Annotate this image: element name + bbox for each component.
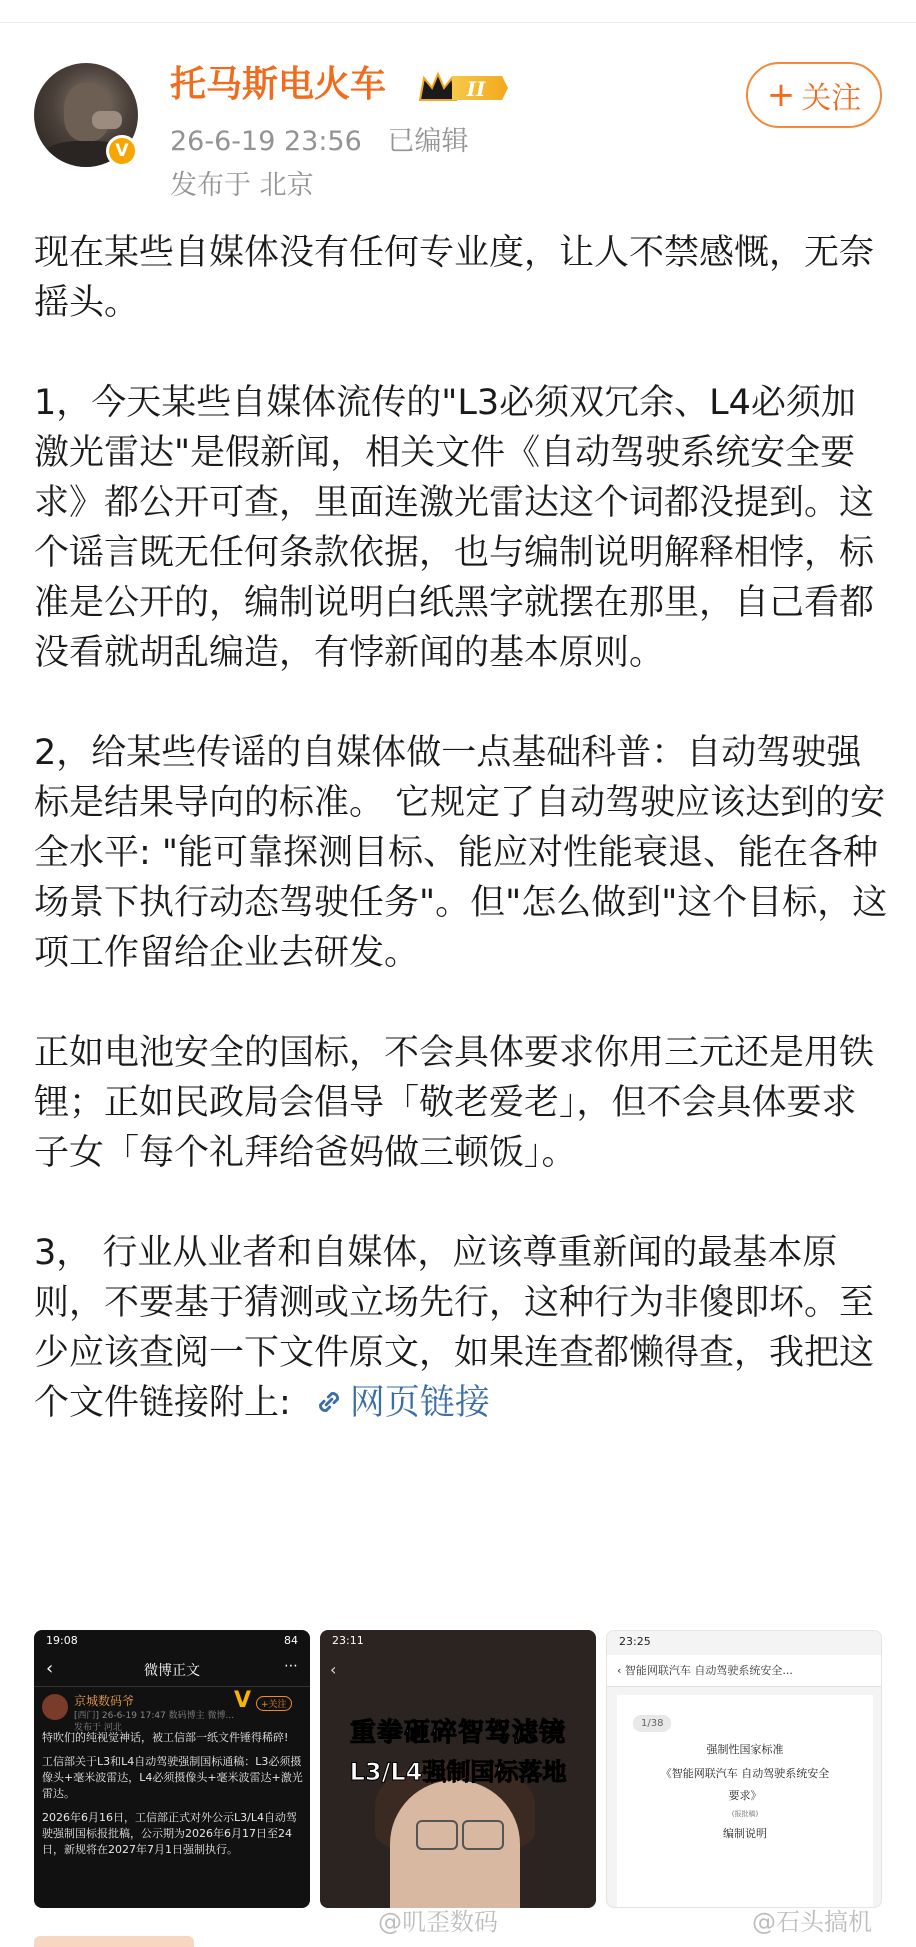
verified-icon: V <box>106 135 138 167</box>
doc-line: 编制说明 <box>723 1827 767 1840</box>
bottom-toolbar-hint <box>34 1936 194 1947</box>
status-time: 23:11 <box>332 1634 364 1647</box>
image-thumbnail-1[interactable] <box>34 1630 310 1908</box>
nav-title: 微博正文 <box>144 1663 200 1679</box>
top-divider <box>0 22 916 23</box>
avatar <box>42 1694 68 1720</box>
post-paragraph-last <box>34 1228 890 1428</box>
web-link-label: 网页链接 <box>349 1383 490 1423</box>
v-badge-icon: V <box>234 1688 252 1713</box>
post-paragraph-text: 3， 行业从业者和自媒体，应该尊重新闻的最基本原则，不要基于猜测或立场先行，这种行为非傻即坏。至少应该查阅一下文件原文，如果连查都懒得查，我把这个文件链接附上: <box>34 1233 875 1423</box>
post-paragraph: 正如电池安全的国标，不会具体要求你用三元还是用铁锂；正如民政局会倡导「敬老爱老」，但不会具体要求子女「每个礼拜给爸妈做三顿饭」。 <box>34 1033 875 1173</box>
post-location: 发布于 北京 <box>170 170 314 201</box>
back-arrow-icon: ‹ <box>46 1658 54 1679</box>
paragraph-gap <box>34 978 890 1028</box>
vip-crown-level-icon[interactable] <box>418 70 510 106</box>
username[interactable]: 托马斯电火车 <box>170 64 387 105</box>
post-text <box>42 1730 304 1866</box>
image-thumbnail-2[interactable] <box>320 1630 596 1908</box>
post-author: 京城数码爷 <box>74 1694 135 1708</box>
page-indicator: 1/38 <box>633 1715 671 1732</box>
document-page <box>617 1695 873 1908</box>
follow-button[interactable] <box>746 62 882 128</box>
nav-title: 智能网联汽车 自动驾驶系统安全... <box>624 1664 793 1677</box>
watermark: @叽歪数码 <box>378 1908 498 1936</box>
link-icon <box>312 1385 346 1419</box>
battery-level: 84 <box>284 1634 298 1647</box>
post-paragraph: 2，给某些传谣的自媒体做一点基础科普：自动驾驶强标是结果导向的标准。 它规定了自动驾驶应该达到的安全水平: "能可靠探测目标、能应对性能衰退、能在各种场景下执行动态驾驶任务"。但"怎么做到"这个目标，这项工作留给企业去研发。 <box>34 733 888 973</box>
doc-line: (报批稿) <box>731 1810 759 1818</box>
edited-label[interactable]: 已编辑 <box>387 126 469 157</box>
nav-bar <box>34 1652 310 1687</box>
plus-icon: + <box>766 75 796 115</box>
post-paragraph: 1，今天某些自媒体流传的"L3必须双冗余、L4必须加激光雷达"是假新闻，相关文件《自动驾驶系统安全要求》都公开可查，里面连激光雷达这个词都没提到。这个谣言既无任何条款依据，也与编制说明解释相悖，标准是公开的，编制说明白纸黑字就摆在那里，自己看都没看就胡乱编造，有悖新闻的基本原则。 <box>34 383 875 673</box>
paragraph-gap <box>34 1178 890 1228</box>
post-meta-line: [西门] 26-6-19 17:47 数码博主 微博... <box>74 1711 235 1721</box>
post-paragraph: 2026年6月16日，工信部正式对外公示L3/L4自动驾驶强制国标报批稿，公示期为2026年6月17日至24日，新规将在2027年7月1日强制执行。 <box>42 1811 297 1856</box>
status-time: 23:25 <box>619 1635 651 1648</box>
status-bar <box>320 1630 596 1652</box>
level-badge-text: II <box>466 77 486 101</box>
web-link[interactable] <box>302 1383 490 1423</box>
post-timestamp: 26-6-19 23:56 <box>170 126 362 157</box>
status-bar <box>34 1630 310 1652</box>
paragraph-gap <box>34 328 890 378</box>
post-paragraph: 工信部关于L3和L4自动驾驶强制国标通稿：L3必须摄像头+毫米波雷达，L4必须摄像头+毫米波雷达+激光雷达。 <box>42 1755 303 1800</box>
post-paragraph: 特吹们的纯视觉神话，被工信部一纸文件锤得稀碎! <box>42 1731 289 1744</box>
follow-button: +关注 <box>256 1696 292 1711</box>
post-meta <box>170 124 469 160</box>
post-paragraph: 现在某些自媒体没有任何专业度，让人不禁感慨，无奈摇头。 <box>34 233 875 323</box>
nav-bar: ‹ 智能网联汽车 自动驾驶系统安全... <box>607 1655 881 1687</box>
glasses-right <box>462 1820 504 1850</box>
doc-line: 要求》 <box>728 1789 762 1802</box>
doc-line: 强制性国家标准 <box>706 1743 784 1756</box>
post-body <box>34 228 890 1428</box>
back-arrow-icon: ‹ <box>330 1660 337 1679</box>
glasses-left <box>416 1820 458 1850</box>
video-headline: 重拳砸碎智驾滤镜 <box>349 1718 566 1748</box>
watermark: @石头搞机 <box>752 1908 872 1936</box>
image-thumbnail-3[interactable] <box>606 1630 882 1908</box>
video-subheadline: L3/L4强制国标落地 <box>349 1758 567 1786</box>
status-bar <box>607 1631 881 1653</box>
follow-label: 关注 <box>801 81 862 116</box>
status-time: 19:08 <box>46 1634 78 1647</box>
avatar-hand <box>92 111 122 129</box>
post-location: 发布于 河北 <box>74 1723 122 1733</box>
more-icon: ⋯ <box>284 1658 298 1674</box>
doc-line: 《智能网联汽车 自动驾驶系统安全 <box>660 1767 830 1780</box>
paragraph-gap <box>34 678 890 728</box>
